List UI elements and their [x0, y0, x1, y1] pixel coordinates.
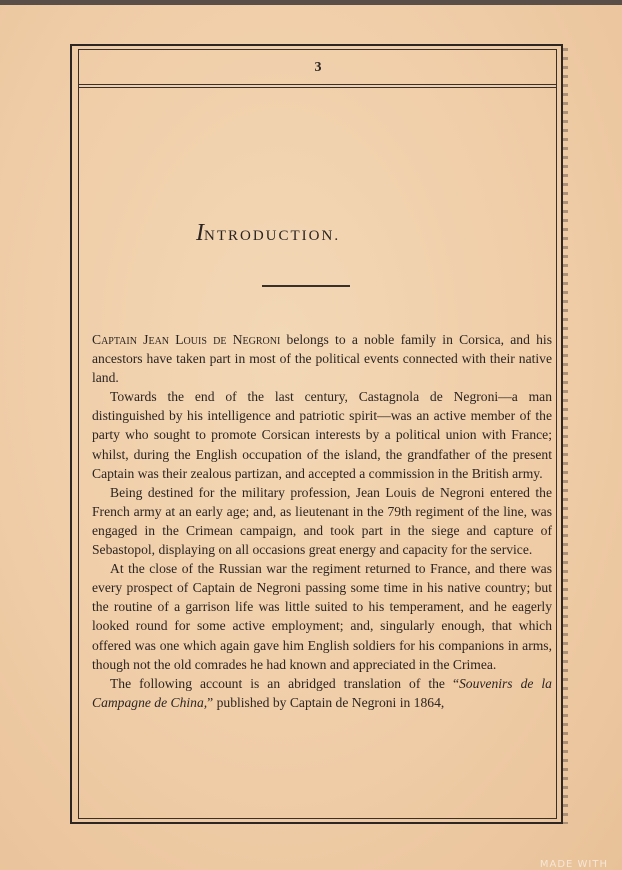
book-title: Souvenirs de la Campagne de China, [92, 675, 552, 710]
page-number: 3 [314, 60, 322, 75]
scan-top-edge [0, 0, 622, 5]
paragraph-4: At the close of the Russian war the regiment returned to France, and there was every prospect of Captain de Negroni passing some time in his native country; but the routine of a garrison life was little suited to his temperament, and he eagerly looked round for some active employment; and, singularly enough, that which offered was one which again gave him English soldiers for his companions in arms, though not the old comrades he had known and appreciated in the Crimea. [92, 561, 552, 672]
title-rest: NTRODUCTION. [204, 228, 341, 244]
body-text [92, 330, 552, 712]
paragraph-2: Towards the end of the last century, Castagnola de Negroni—a man distinguished by his intelligence and patriotic spirit—was an active member of the party who sought to promote Corsican interests by a political union with France; whilst, during the English occupation of the island, the grandfather of the present Captain was their zealous partizan, and accepted a commission in the British army. [92, 389, 552, 481]
header-rule-double [78, 87, 557, 88]
watermark: MADE WITH [539, 859, 608, 870]
paragraph-5-start: The following account is an abridged translation of the “ [110, 675, 459, 691]
paragraph-5 [92, 674, 552, 712]
header-rule [78, 84, 557, 85]
title-rule [262, 285, 350, 287]
paragraph-5-end: ” published by Captain de Negroni in 1864, [207, 694, 445, 710]
binding-edge [563, 48, 568, 824]
paragraph-3: Being destined for the military profession, Jean Louis de Negroni entered the French army at an early age; and, as lieutenant in the 79th regiment of the line, was engaged in the Crimean campaign, and took part in the siege and capture of Sebastopol, displaying on all occasions great energy and capacity for the service. [92, 484, 552, 558]
author-name: Captain Jean Louis de Negroni [92, 332, 281, 347]
chapter-title [196, 220, 436, 247]
title-initial: I [196, 220, 204, 246]
paragraph-1-text: belongs to a noble family in Corsica, and his ancestors have taken part in most of the political events connected with their native land. [92, 332, 553, 386]
paragraph-1 [92, 330, 552, 387]
